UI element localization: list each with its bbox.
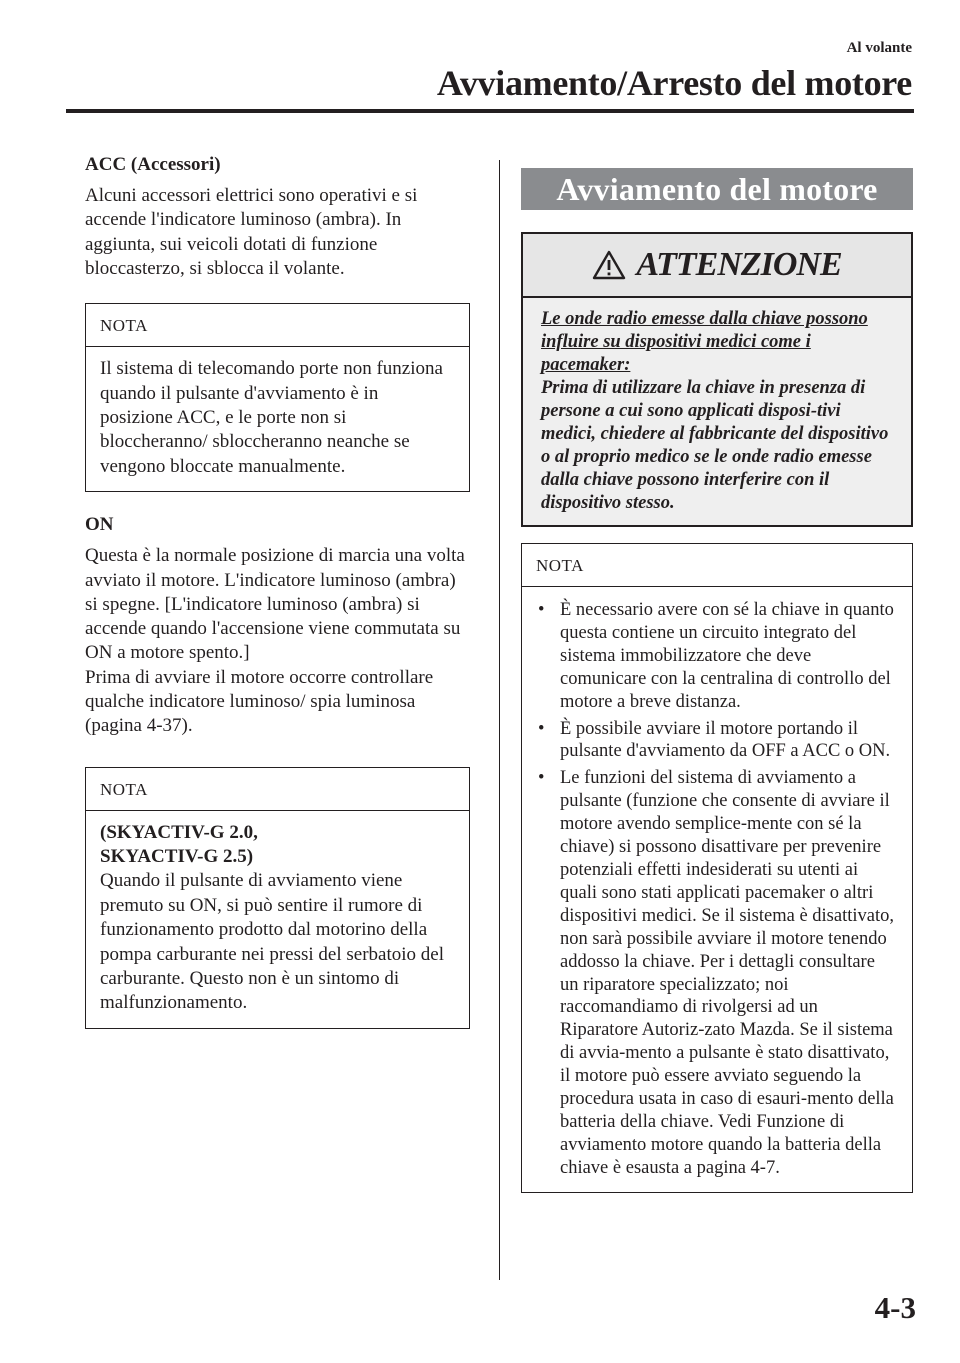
warning-label: ATTENZIONE <box>636 246 842 283</box>
warning-box <box>521 232 913 527</box>
nota-bullet-list <box>522 587 912 1192</box>
warning-lead: Le onde radio emesse dalla chiave possono influire su dispositivi medici come i pacemaker: <box>541 309 868 375</box>
right-column <box>521 168 913 1193</box>
acc-paragraph: Alcuni accessori elettrici sono operativi e si accende l'indicatore luminoso (ambra). In aggiunta, sui veicoli dotati di funzione bloccasterzo, si sblocca il volante. <box>85 185 418 279</box>
nota-box-skyactiv <box>85 767 470 1029</box>
nota-subheading-line1: (SKYACTIV-G 2.0, <box>100 821 258 843</box>
on-heading: ON <box>85 514 114 536</box>
list-item <box>534 718 898 764</box>
on-paragraph: Questa è la normale posizione di marcia una volta avviato il motore. L'indicatore luminoso (ambra) si spegne. [L'indicatore luminoso (ambra) si accende quando l'accensione viene commutata su ON a motore spento.] <box>85 545 465 664</box>
list-item-text: È necessario avere con sé la chiave in quanto questa contiene un circuito integrato del sistema immobilizzatore che deve comunicare con la centralina di controllo del motore a breve distanza. <box>560 600 894 712</box>
running-header-title: Avviamento/Arresto del motore <box>436 63 912 103</box>
nota-label: NOTA <box>86 304 469 347</box>
nota-content <box>86 811 469 1028</box>
list-item-text: Le funzioni del sistema di avviamento a pulsante (funzione che consente di avviare il motore avendo semplice-mente con sé la chiave) si possono disattivare per prevenire potenziali effetti indesiderati su utenti ai quali sono stati applicati pacemaker o altri dispositivi medici. Se il sistema è disattivato, non sarà possibile avviare il motore tenendo addosso la chiave. Per i dettagli consultare un riparatore specializzato; noi raccomandiamo di rivolgersi ad un Riparatore Autoriz-zato Mazda. Se il sistema di avvia-mento a pulsante è stato disattivato, il motore può essere avviato seguendo la procedura usata in caso di esauri-mento della batteria della chiave. Vedi Funzione di avviamento motore quando la batteria della chiave è esausta a pagina 4-7. <box>560 768 894 1178</box>
nota-subheading-line2: SKYACTIV-G 2.5) <box>100 846 254 867</box>
column-divider <box>499 160 500 1280</box>
section-title-banner: Avviamento del motore <box>521 168 913 210</box>
list-item <box>534 599 898 714</box>
warning-triangle-icon <box>592 250 626 280</box>
list-item <box>534 767 898 1179</box>
nota-box-acc <box>85 303 470 492</box>
on-paragraph-2: Prima di avviare il motore occorre controllare qualche indicatore luminoso/ spia luminosa (pagina 4-37). <box>85 666 434 737</box>
warning-body <box>523 298 911 525</box>
nota-label: NOTA <box>86 768 469 811</box>
nota-label: NOTA <box>522 544 912 587</box>
running-header-section: Al volante <box>846 40 912 56</box>
page-number: 4-3 <box>874 1290 916 1325</box>
nota-text: Quando il pulsante di avviamento viene premuto su ON, si può sentire il rumore di funzionamento prodotto dal motorino della pompa carburante nei pressi del serbatoio del carburante. Questo non è un sintomo di malfunzionamento. <box>100 870 444 1014</box>
nota-text: Il sistema di telecomando porte non funziona quando il pulsante d'avviamento è in posizione ACC, e le porte non si bloccheranno/ sbloccheranno neanche se vengono bloccate manualmente. <box>100 358 443 477</box>
header-rule <box>66 109 914 113</box>
list-item-text: È possibile avviare il motore portando il pulsante d'avviamento da OFF a ACC o ON. <box>560 718 891 762</box>
bullet-icon: • <box>538 718 545 739</box>
bullet-icon: • <box>538 600 545 620</box>
bullet-icon: • <box>538 768 545 789</box>
warning-header <box>523 234 911 298</box>
nota-box-starting <box>521 543 913 1193</box>
warning-text: Prima di utilizzare la chiave in presenza di persone a cui sono applicati disposi-tivi medici, chiedere al fabbricante del dispositivo o al proprio medico se le onde radio emesse dalla chiave possono interferire con il dispositivo stesso. <box>541 378 889 513</box>
acc-heading: ACC (Accessori) <box>85 154 221 175</box>
left-column <box>85 154 470 1029</box>
